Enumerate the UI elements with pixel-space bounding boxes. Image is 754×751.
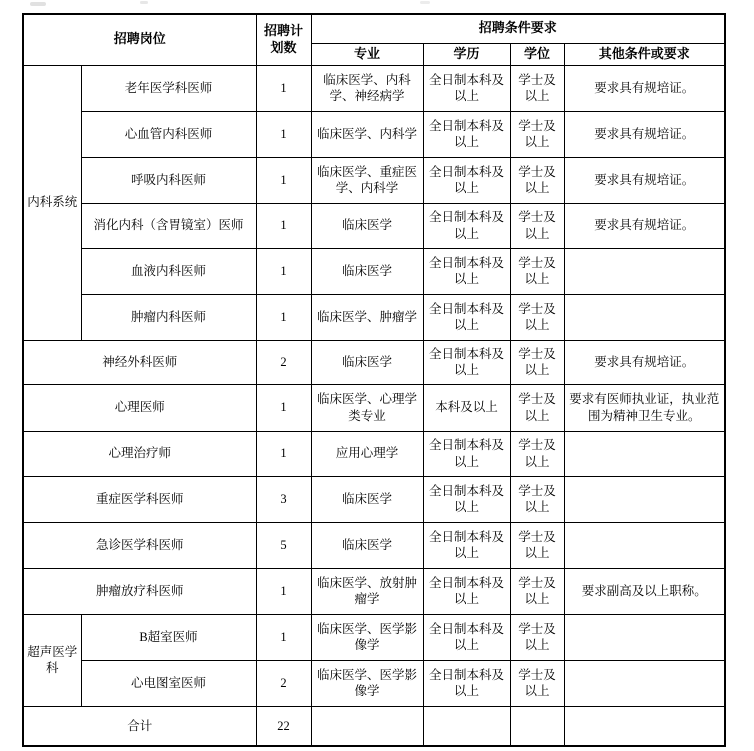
education-cell: 全日制本科及以上 bbox=[423, 431, 510, 476]
major-cell: 临床医学、放射肿瘤学 bbox=[311, 568, 423, 614]
education-cell: 全日制本科及以上 bbox=[423, 614, 510, 660]
header-requirements: 招聘条件要求 bbox=[311, 14, 725, 43]
other-cell bbox=[564, 476, 725, 522]
degree-cell: 学士及以上 bbox=[510, 384, 564, 431]
count-cell: 1 bbox=[256, 294, 311, 340]
count-cell: 1 bbox=[256, 384, 311, 431]
count-cell: 1 bbox=[256, 203, 311, 248]
education-cell: 本科及以上 bbox=[423, 384, 510, 431]
count-cell: 1 bbox=[256, 111, 311, 157]
position-cell: 心理医师 bbox=[23, 384, 256, 431]
count-cell: 1 bbox=[256, 248, 311, 294]
degree-cell: 学士及以上 bbox=[510, 431, 564, 476]
position-cell: 心电图室医师 bbox=[81, 660, 256, 706]
education-cell: 全日制本科及以上 bbox=[423, 203, 510, 248]
count-cell: 1 bbox=[256, 157, 311, 203]
major-cell: 临床医学 bbox=[311, 203, 423, 248]
education-cell: 全日制本科及以上 bbox=[423, 157, 510, 203]
header-count: 招聘计划数 bbox=[256, 14, 311, 65]
header-degree: 学位 bbox=[510, 43, 564, 65]
table-row bbox=[23, 111, 725, 157]
recruitment-table bbox=[22, 13, 726, 747]
education-cell: 全日制本科及以上 bbox=[423, 65, 510, 111]
count-cell: 1 bbox=[256, 65, 311, 111]
header-row-1 bbox=[23, 14, 725, 43]
position-cell: 肿瘤放疗科医师 bbox=[23, 568, 256, 614]
position-cell: 呼吸内科医师 bbox=[81, 157, 256, 203]
table-row bbox=[23, 203, 725, 248]
table-row bbox=[23, 157, 725, 203]
table-row bbox=[23, 660, 725, 706]
major-cell: 应用心理学 bbox=[311, 431, 423, 476]
degree-cell: 学士及以上 bbox=[510, 248, 564, 294]
degree-cell: 学士及以上 bbox=[510, 111, 564, 157]
degree-cell: 学士及以上 bbox=[510, 340, 564, 384]
education-cell: 全日制本科及以上 bbox=[423, 660, 510, 706]
degree-cell: 学士及以上 bbox=[510, 614, 564, 660]
empty-cell bbox=[423, 706, 510, 746]
education-cell: 全日制本科及以上 bbox=[423, 476, 510, 522]
other-cell bbox=[564, 431, 725, 476]
position-cell: 老年医学科医师 bbox=[81, 65, 256, 111]
table-row bbox=[23, 294, 725, 340]
education-cell: 全日制本科及以上 bbox=[423, 522, 510, 568]
other-cell: 要求具有规培证。 bbox=[564, 65, 725, 111]
count-cell: 1 bbox=[256, 568, 311, 614]
education-cell: 全日制本科及以上 bbox=[423, 340, 510, 384]
degree-cell: 学士及以上 bbox=[510, 476, 564, 522]
table-row bbox=[23, 522, 725, 568]
major-cell: 临床医学、肿瘤学 bbox=[311, 294, 423, 340]
empty-cell bbox=[564, 706, 725, 746]
total-count-cell: 22 bbox=[256, 706, 311, 746]
education-cell: 全日制本科及以上 bbox=[423, 568, 510, 614]
major-cell: 临床医学 bbox=[311, 476, 423, 522]
group-cell-ultrasound: 超声医学科 bbox=[23, 614, 81, 706]
other-cell: 要求副高及以上职称。 bbox=[564, 568, 725, 614]
header-education: 学历 bbox=[423, 43, 510, 65]
education-cell: 全日制本科及以上 bbox=[423, 294, 510, 340]
position-cell: 消化内科（含胃镜室）医师 bbox=[81, 203, 256, 248]
position-cell: 神经外科医师 bbox=[23, 340, 256, 384]
other-cell: 要求具有规培证。 bbox=[564, 340, 725, 384]
scan-artifact bbox=[30, 2, 46, 6]
table-row bbox=[23, 384, 725, 431]
table-row bbox=[23, 476, 725, 522]
major-cell: 临床医学、医学影像学 bbox=[311, 660, 423, 706]
major-cell: 临床医学、重症医学、内科学 bbox=[311, 157, 423, 203]
degree-cell: 学士及以上 bbox=[510, 568, 564, 614]
count-cell: 1 bbox=[256, 614, 311, 660]
scan-artifact bbox=[420, 1, 430, 4]
position-cell: 肿瘤内科医师 bbox=[81, 294, 256, 340]
other-cell bbox=[564, 248, 725, 294]
table-row bbox=[23, 568, 725, 614]
count-cell: 2 bbox=[256, 660, 311, 706]
position-cell: B超室医师 bbox=[81, 614, 256, 660]
position-cell: 重症医学科医师 bbox=[23, 476, 256, 522]
education-cell: 全日制本科及以上 bbox=[423, 111, 510, 157]
degree-cell: 学士及以上 bbox=[510, 294, 564, 340]
degree-cell: 学士及以上 bbox=[510, 203, 564, 248]
other-cell: 要求具有规培证。 bbox=[564, 203, 725, 248]
major-cell: 临床医学 bbox=[311, 248, 423, 294]
scan-artifact bbox=[140, 1, 148, 4]
empty-cell bbox=[510, 706, 564, 746]
major-cell: 临床医学、心理学类专业 bbox=[311, 384, 423, 431]
table-row bbox=[23, 614, 725, 660]
other-cell bbox=[564, 294, 725, 340]
table-row bbox=[23, 431, 725, 476]
other-cell: 要求有医师执业证，执业范围为精神卫生专业。 bbox=[564, 384, 725, 431]
major-cell: 临床医学 bbox=[311, 522, 423, 568]
education-cell: 全日制本科及以上 bbox=[423, 248, 510, 294]
major-cell: 临床医学、内科学、神经病学 bbox=[311, 65, 423, 111]
table-row bbox=[23, 65, 725, 111]
group-cell-internal: 内科系统 bbox=[23, 65, 81, 340]
other-cell bbox=[564, 614, 725, 660]
total-row bbox=[23, 706, 725, 746]
position-cell: 心血管内科医师 bbox=[81, 111, 256, 157]
degree-cell: 学士及以上 bbox=[510, 65, 564, 111]
header-position: 招聘岗位 bbox=[23, 14, 256, 65]
position-cell: 急诊医学科医师 bbox=[23, 522, 256, 568]
total-label-cell: 合计 bbox=[23, 706, 256, 746]
position-cell: 心理治疗师 bbox=[23, 431, 256, 476]
header-other: 其他条件或要求 bbox=[564, 43, 725, 65]
major-cell: 临床医学、内科学 bbox=[311, 111, 423, 157]
other-cell bbox=[564, 522, 725, 568]
header-major: 专业 bbox=[311, 43, 423, 65]
empty-cell bbox=[311, 706, 423, 746]
table-row bbox=[23, 340, 725, 384]
table-row bbox=[23, 248, 725, 294]
other-cell bbox=[564, 660, 725, 706]
other-cell: 要求具有规培证。 bbox=[564, 157, 725, 203]
other-cell: 要求具有规培证。 bbox=[564, 111, 725, 157]
count-cell: 2 bbox=[256, 340, 311, 384]
major-cell: 临床医学 bbox=[311, 340, 423, 384]
count-cell: 5 bbox=[256, 522, 311, 568]
degree-cell: 学士及以上 bbox=[510, 660, 564, 706]
position-cell: 血液内科医师 bbox=[81, 248, 256, 294]
count-cell: 1 bbox=[256, 431, 311, 476]
major-cell: 临床医学、医学影像学 bbox=[311, 614, 423, 660]
degree-cell: 学士及以上 bbox=[510, 522, 564, 568]
degree-cell: 学士及以上 bbox=[510, 157, 564, 203]
count-cell: 3 bbox=[256, 476, 311, 522]
